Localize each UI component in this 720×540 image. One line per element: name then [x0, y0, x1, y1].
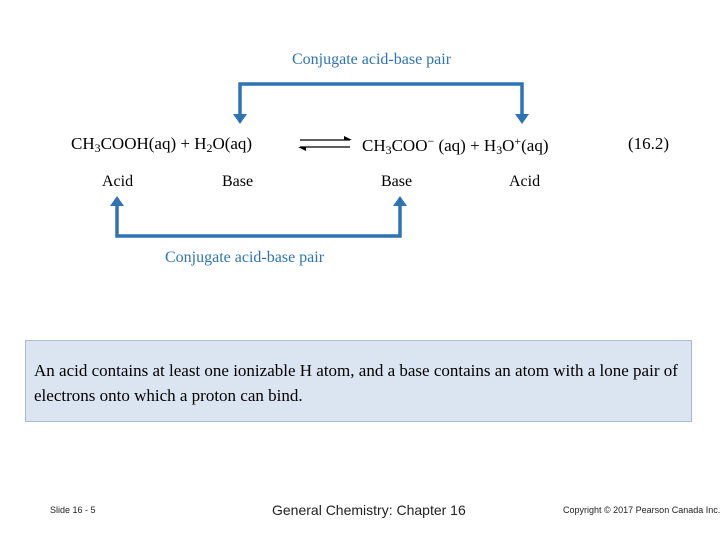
definition-box	[25, 340, 692, 422]
bottom-pair-bracket	[117, 202, 400, 236]
role-base-left: Base	[222, 173, 254, 190]
bottom-left-arrowhead	[110, 196, 124, 206]
slide-number: Slide 16 - 5	[50, 505, 96, 515]
top-right-arrowhead	[515, 114, 529, 124]
role-acid-left: Acid	[102, 173, 134, 190]
bottom-pair-label: Conjugate acid-base pair	[165, 249, 325, 266]
top-left-arrowhead	[233, 114, 247, 124]
equation-number: (16.2)	[628, 134, 670, 153]
role-base-right: Base	[381, 173, 413, 190]
equilibrium-arrow	[298, 136, 352, 151]
copyright-footer: Copyright © 2017 Pearson Canada Inc.	[563, 505, 720, 515]
equation-right-side: $CH_3COO^-$ $(aq) + H_3O^+(aq)$	[362, 134, 549, 157]
top-pair-bracket	[240, 84, 522, 118]
chapter-footer: General Chemistry: Chapter 16	[272, 502, 466, 518]
top-pair-label: Conjugate acid-base pair	[292, 51, 452, 68]
equation-left-side: $CH_3COOH(aq) + H_2O(aq)$	[71, 134, 253, 155]
bottom-right-arrowhead	[393, 196, 407, 206]
role-acid-right: Acid	[509, 173, 541, 190]
definition-text: An acid contains at least one ionizable H atom, and a base contains an atom with a lone pair of electrons onto which a proton can bind.	[34, 361, 678, 405]
